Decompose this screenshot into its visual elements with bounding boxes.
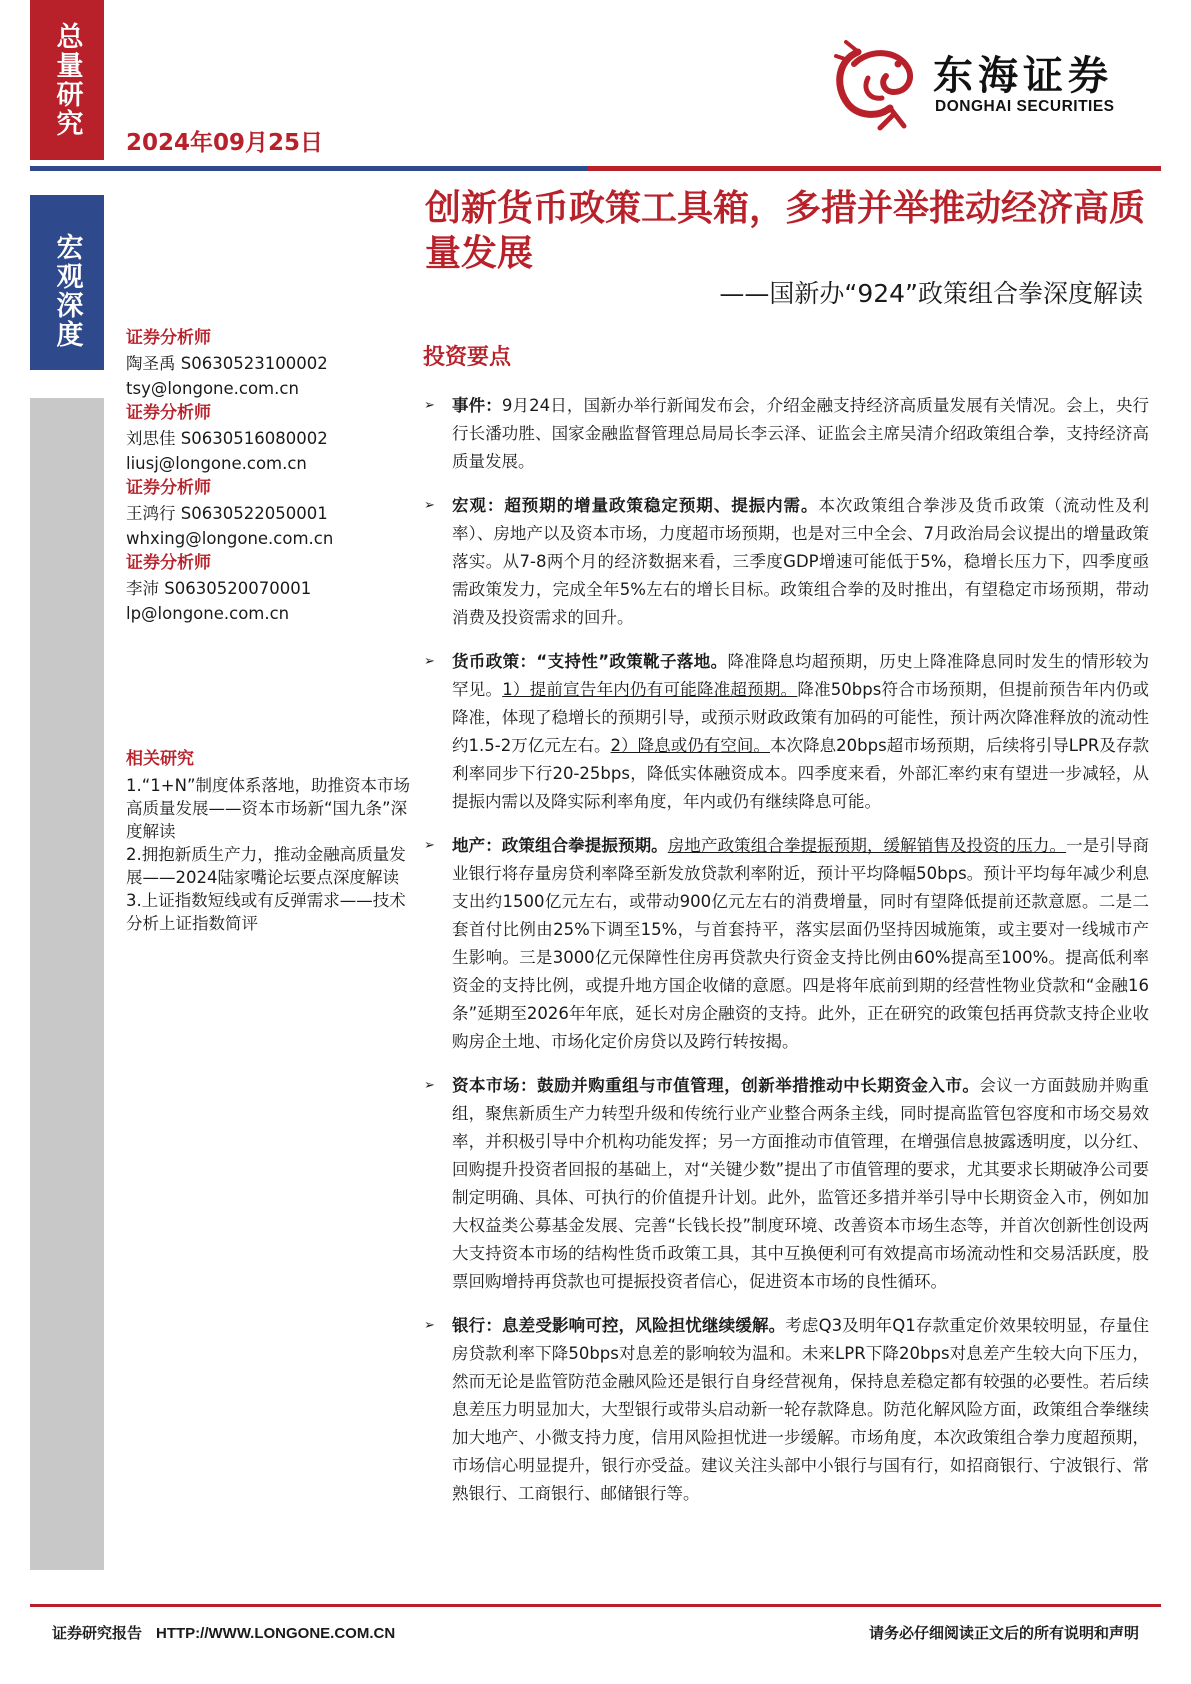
footer-left — [52, 1622, 395, 1643]
key-points-list — [424, 392, 1149, 1524]
analyst-name-id: 刘思佳 S0630516080002 — [126, 429, 328, 448]
section-title: 投资要点 — [423, 345, 512, 370]
key-point-monetary — [424, 648, 1149, 816]
key-point-text: 降准50bps符合市场预期，但提前预告年内仍或降准，体现了稳增长的预期引导，或预示财政政策有加码的可能性，预计两次降准释放的流动性约1.5-2万亿元左右。 — [452, 680, 1150, 755]
analyst-email[interactable]: liusj@longone.com.cn — [126, 454, 307, 473]
report-date: 2024年09月25日 — [126, 130, 324, 156]
logo-chinese-name: 东海证券 — [933, 53, 1113, 99]
analyst-entry — [126, 476, 426, 551]
key-point-text: 会议一方面鼓励并购重组，聚焦新质生产力转型升级和传统行业产业整合两条主线，同时提高监管包容度和市场交易效率，并积极引导中介机构功能发挥；另一方面推动市值管理，在增强信息披露透明度，以分红、回购提升投资者回报的基础上，对“关键少数”提出了市值管理的要求，尤其要求长期破净公司要制定明确、具体、可执行的价值提升计划。此外，监管还多措并举引导中长期资金入市，例如加大权益类公募基金发展、完善“长钱长投”制度环境、改善资本市场生态等，并首次创新性创设两大支持资本市场的结构性货币政策工具，其中互换便利可有效提高市场流动性和交易活跃度，股票回购增持再贷款也可提振投资者信心，促进资本市场的良性循环。 — [452, 1076, 1150, 1291]
dragon-logo-icon — [828, 34, 916, 134]
key-point-label: 银行： — [452, 1316, 502, 1335]
key-point-event — [424, 392, 1149, 476]
analyst-entry — [126, 401, 426, 476]
analyst-email[interactable]: whxing@longone.com.cn — [126, 529, 334, 548]
logo-english-name: DONGHAI SECURITIES — [935, 98, 1115, 115]
related-research-title: 相关研究 — [126, 749, 194, 769]
analyst-role: 证券分析师 — [126, 478, 211, 498]
bullet-arrow-icon: ➢ — [424, 498, 435, 513]
key-point-text: 本次降息20bps超市场预期，后续将引导LPR及存款利率同步下行20-25bps，降低实体融资成本。四季度来看，外部汇率约束有望进一步减轻，从提振内需以及降实际利率角度，年内或仍有继续降息可能。 — [452, 736, 1149, 811]
footer-website-link[interactable]: HTTP://WWW.LONGONE.COM.CN — [156, 1625, 396, 1642]
key-point-headline: “支持性”政策靴子落地。 — [536, 652, 728, 671]
footer-divider — [30, 1604, 1161, 1607]
key-point-text: 9月24日，国新办举行新闻发布会，介绍金融支持经济高质量发展有关情况。会上，央行行长潘功胜、国家金融监督管理总局局长李云泽、证监会主席吴清介绍政策组合拳，支持经济高质量发展。 — [452, 396, 1149, 471]
key-point-label: 货币政策： — [452, 652, 537, 671]
analyst-list — [126, 326, 426, 626]
related-research-item[interactable]: 2.拥抱新质生产力，推动金融高质量发展——2024陆家嘴论坛要点深度解读 — [126, 845, 406, 887]
key-point-headline: 政策组合拳提振预期。 — [501, 836, 668, 855]
bullet-arrow-icon: ➢ — [424, 1078, 435, 1093]
key-point-label: 事件： — [452, 396, 502, 415]
report-type-tab — [30, 195, 104, 370]
key-point-label: 宏观： — [452, 496, 505, 515]
key-point-property — [424, 832, 1149, 1056]
sidebar-gray-column — [30, 398, 104, 1570]
bullet-arrow-icon: ➢ — [424, 654, 435, 669]
key-point-headline: 息差受影响可控，风险担忧继续缓解。 — [502, 1316, 786, 1335]
key-point-text: 一是引导商业银行将存量房贷利率降至新发放贷款利率附近，预计平均降幅50bps。预计平均每年减少利息支出约1500亿元左右，或带动900亿元左右的消费增量，同时有望降低提前还款意愿。二是二套首付比例由25%下调至15%，与首套持平，落实层面仍坚持因城施策，或主要对一线城市产生影响。三是3000亿元保障性住房再贷款央行资金支持比例由60%提高至100%。提高低利率资金的支持比例，或提升地方国企收储的意愿。四是将年底前到期的经营性物业贷款和“金融16条”延期至2026年年底，延长对房企融资的支持。此外，正在研究的政策包括再贷款支持企业收购房企土地、市场化定价房贷以及跨行转按揭。 — [452, 836, 1150, 1051]
analyst-email[interactable]: lp@longone.com.cn — [126, 604, 290, 623]
key-point-text: 本次政策组合拳涉及货币政策（流动性及利率）、房地产以及资本市场，力度超市场预期，也是对三中全会、7月政治局会议提出的增量政策落实。从7-8两个月的经济数据来看，三季度GDP增速可能低于5%，稳增长压力下，四季度亟需政策发力，完成全年5%左右的增长目标。政策组合拳的及时推出，有望稳定市场预期，带动消费及投资需求的回升。 — [452, 496, 1150, 627]
key-point-text: 降准降息均超预期，历史上降准降息同时发生的情形较为罕见。 — [452, 652, 1150, 699]
key-point-label: 地产： — [452, 836, 502, 855]
analyst-name-id: 王鸿行 S0630522050001 — [126, 504, 328, 523]
analyst-entry — [126, 551, 426, 626]
key-point-underline: 房地产政策组合拳提振预期，缓解销售及投资的压力。 — [667, 836, 1067, 855]
footer-report-label: 证券研究报告 — [52, 1624, 143, 1642]
key-point-underline: 1）提前宣告年内仍有可能降准超预期。 — [502, 680, 798, 699]
related-research-item[interactable]: 3.上证指数短线或有反弹需求——技术分析上证指数简评 — [126, 891, 406, 933]
report-type-label: 宏观深度 — [51, 233, 83, 349]
report-subtitle: ——国新办“924”政策组合拳深度解读 — [719, 279, 1143, 308]
key-point-banks — [424, 1312, 1149, 1508]
header-divider-accent — [588, 166, 1161, 171]
bullet-arrow-icon: ➢ — [424, 398, 435, 413]
bullet-arrow-icon: ➢ — [424, 838, 435, 853]
analyst-role: 证券分析师 — [126, 403, 211, 423]
analyst-name-id: 李沛 S0630520070001 — [126, 579, 312, 598]
key-point-macro — [424, 492, 1149, 632]
category-label: 总量研究 — [51, 22, 83, 138]
key-point-headline: 鼓励并购重组与市值管理，创新举措推动中长期资金入市。 — [537, 1076, 980, 1095]
related-research — [126, 746, 416, 935]
analyst-email[interactable]: tsy@longone.com.cn — [126, 379, 299, 398]
analyst-name-id: 陶圣禹 S0630523100002 — [126, 354, 328, 373]
company-logo — [828, 34, 1158, 134]
key-point-headline: 超预期的增量政策稳定预期、提振内需。 — [504, 496, 819, 515]
report-title: 创新货币政策工具箱，多措并举推动经济高质量发展 — [425, 188, 1146, 274]
analyst-role: 证券分析师 — [126, 553, 211, 573]
related-research-item[interactable]: 1.“1+N”制度体系落地，助推资本市场高质量发展——资本市场新“国九条”深度解读 — [126, 776, 411, 841]
key-point-text: 考虑Q3及明年Q1存款重定价效果较明显，存量住房贷款利率下降50bps对息差的影响较为温和。未来LPR下降20bps对息差产生较大向下压力，然而无论是监管防范金融风险还是银行自身经营视角，保持息差稳定都有较强的必要性。若后续息差压力明显加大，大型银行或带头启动新一轮存款降息。防范化解风险方面，政策组合拳继续加大地产、小微支持力度，信用风险担忧进一步缓解。市场角度，本次政策组合拳力度超预期，市场信心明显提升，银行亦受益。建议关注头部中小银行与国有行，如招商银行、宁波银行、常熟银行、工商银行、邮储银行等。 — [452, 1316, 1150, 1503]
analyst-role: 证券分析师 — [126, 328, 211, 348]
key-point-label: 资本市场： — [452, 1076, 538, 1095]
bullet-arrow-icon: ➢ — [424, 1318, 435, 1333]
category-tab — [30, 0, 104, 160]
key-point-underline: 2）降息或仍有空间。 — [610, 736, 770, 755]
footer-disclaimer: 请务必仔细阅读正文后的所有说明和声明 — [868, 1624, 1139, 1642]
analyst-entry — [126, 326, 426, 401]
key-point-capital-market — [424, 1072, 1149, 1296]
